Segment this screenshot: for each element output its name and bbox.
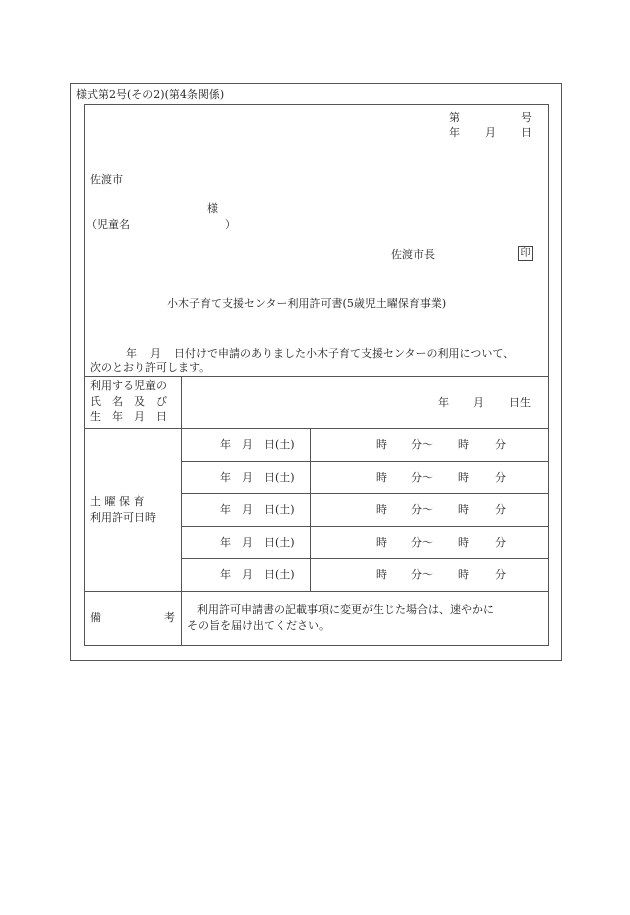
child-name-close: ）	[225, 218, 236, 231]
sat-row-fun2: 分	[495, 503, 506, 516]
sat-row-ji2: 時	[458, 503, 469, 516]
row-line	[181, 493, 549, 494]
sat-row-fun-kara: 分〜	[411, 503, 433, 516]
header-go: 号	[521, 111, 532, 124]
sat-row-fun-kara: 分〜	[411, 471, 433, 484]
document-title: 小木子育て支援センター利用許可書(5歳児土曜保育事業)	[167, 297, 447, 310]
body-tsuki: 月	[150, 347, 161, 360]
sat-row-fun2: 分	[495, 568, 506, 581]
sat-row-fun-kara: 分〜	[411, 536, 433, 549]
sat-row-date: 年 月 日(土)	[220, 438, 295, 451]
row-line	[181, 526, 549, 527]
child-label-l2: 氏 名 及 び	[90, 395, 167, 408]
remarks-label-a: 備	[90, 611, 101, 624]
remarks-text-l2: その旨を届け出てください。	[187, 619, 330, 632]
sat-row-ji: 時	[376, 568, 387, 581]
saturday-label-l1: 土 曜 保 育	[90, 495, 145, 508]
sat-row-ji2: 時	[458, 438, 469, 451]
remarks-label-b: 考	[164, 611, 175, 624]
seal-stamp: 印	[518, 246, 533, 261]
sat-row-ji: 時	[376, 471, 387, 484]
remarks-text-l1: 利用許可申請書の記載事項に変更が生じた場合は、速やかに	[197, 603, 494, 616]
row-line	[84, 591, 549, 592]
header-dai: 第	[449, 111, 460, 124]
header-hi: 日	[521, 126, 532, 139]
form-code: 様式第2号(その2)(第4条関係)	[76, 88, 225, 101]
child-birth-hi: 日生	[509, 396, 531, 409]
child-name-open: （児童名	[86, 218, 130, 231]
sat-row-ji2: 時	[458, 536, 469, 549]
header-tsuki: 月	[485, 126, 496, 139]
table-top-line	[84, 376, 549, 377]
row-line	[84, 428, 549, 429]
child-birth-nen: 年	[438, 396, 449, 409]
sat-row-fun2: 分	[495, 536, 506, 549]
row-line	[181, 461, 549, 462]
body-nen: 年	[126, 347, 137, 360]
sama: 様	[207, 202, 218, 215]
header-nen: 年	[449, 126, 460, 139]
addressee: 佐渡市	[90, 173, 123, 186]
sat-row-date: 年 月 日(土)	[220, 568, 295, 581]
label-column-line	[181, 376, 182, 646]
sat-row-date: 年 月 日(土)	[220, 471, 295, 484]
saturday-label-l2: 利用許可日時	[90, 511, 156, 524]
child-birth-tsuki: 月	[473, 396, 484, 409]
sat-row-date: 年 月 日(土)	[220, 503, 295, 516]
sat-row-ji: 時	[376, 536, 387, 549]
sat-row-ji: 時	[376, 503, 387, 516]
sat-row-ji2: 時	[458, 568, 469, 581]
sat-row-fun-kara: 分〜	[411, 568, 433, 581]
child-label-l1: 利用する児童の	[90, 379, 167, 392]
child-label-l3: 生 年 月 日	[90, 410, 167, 423]
body-line2: 次のとおり許可します。	[90, 361, 211, 374]
sat-row-date: 年 月 日(土)	[220, 536, 295, 549]
row-line	[181, 558, 549, 559]
sat-row-fun2: 分	[495, 438, 506, 451]
sat-row-fun2: 分	[495, 471, 506, 484]
sat-row-ji: 時	[376, 438, 387, 451]
sat-row-ji2: 時	[458, 471, 469, 484]
date-column-line	[310, 428, 311, 591]
issuer: 佐渡市長	[391, 248, 435, 261]
body-line1: 日付けで申請のありました小木子育て支援センターの利用について、	[174, 347, 515, 360]
sat-row-fun-kara: 分〜	[411, 438, 433, 451]
form-inner-frame	[84, 104, 549, 646]
